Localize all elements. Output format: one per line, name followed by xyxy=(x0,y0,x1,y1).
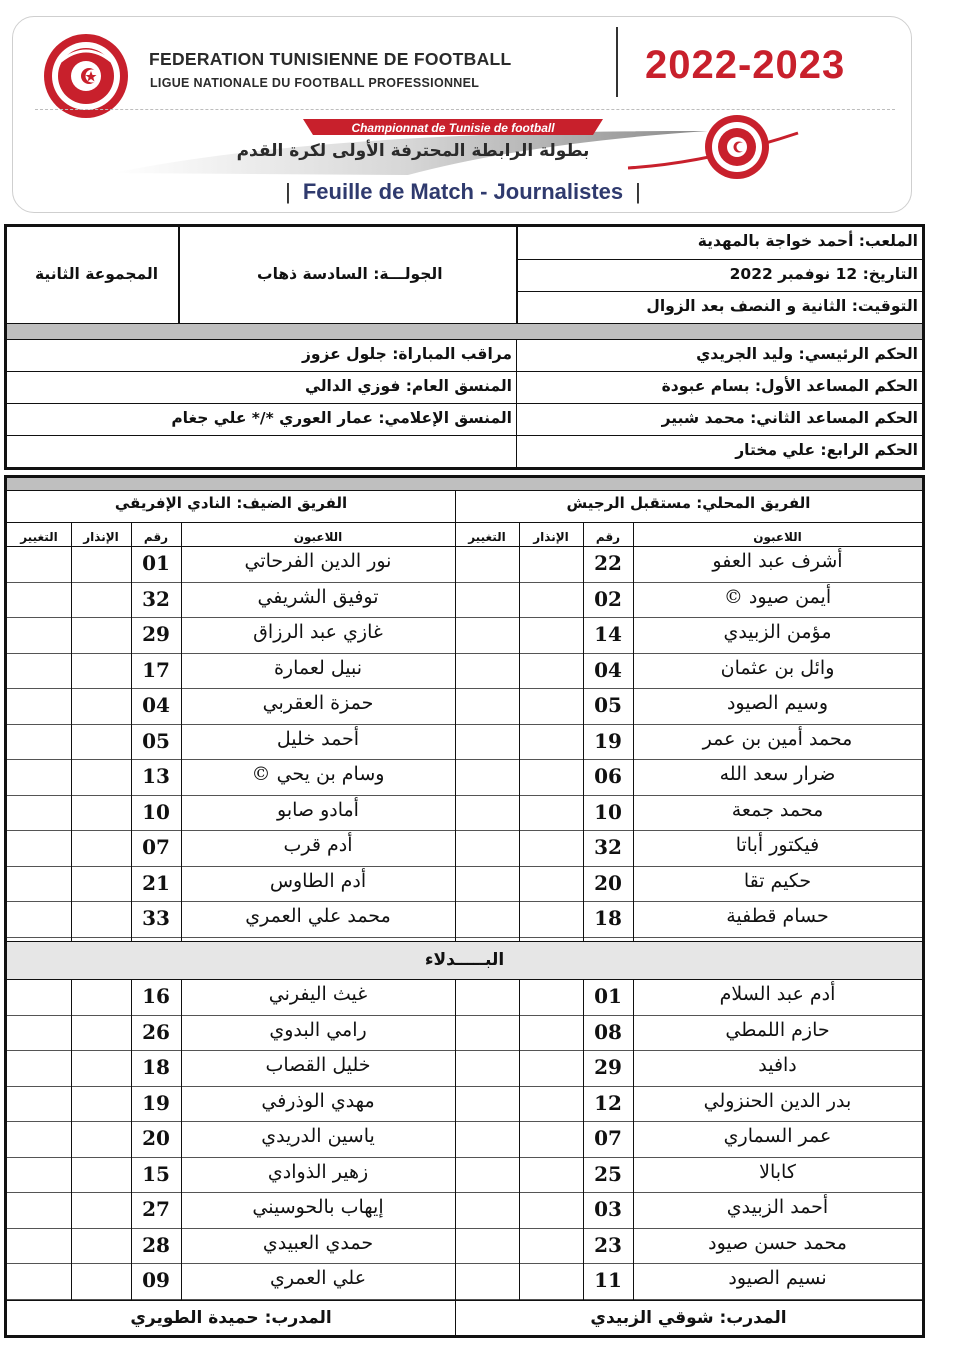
league-name: LIGUE NATIONALE DU FOOTBALL PROFESSIONNEL xyxy=(150,76,480,90)
away-starter-number: 29 xyxy=(142,622,170,646)
home-sub-number: 08 xyxy=(594,1019,622,1044)
info-hline-2 xyxy=(518,291,922,292)
header-card xyxy=(12,16,912,213)
away-sub-number: 09 xyxy=(142,1268,170,1292)
away-starter-number: 07 xyxy=(142,835,170,859)
away-starter-name: أمادو صابو xyxy=(277,798,359,821)
grid-line xyxy=(455,1300,456,1335)
federation-logo-icon xyxy=(41,31,131,121)
away-sub-number: 26 xyxy=(142,1019,170,1044)
grid-line xyxy=(519,522,520,941)
home-starter-number: 10 xyxy=(594,799,622,824)
stadium: الملعب: أحمد خواجة بالمهدية xyxy=(697,232,918,250)
federation-name: FEDERATION TUNISIENNE DE FOOTBALL xyxy=(149,49,512,69)
subs-title: البـــــدلاء xyxy=(424,950,505,970)
away-starter-name: وسام بن يحي © xyxy=(251,763,385,785)
info-hline-4 xyxy=(7,339,922,340)
away-starter-number: 10 xyxy=(142,799,170,824)
home-sub-name: محمد حسن صيود xyxy=(708,1231,847,1254)
grid-line xyxy=(7,759,922,760)
grid-line xyxy=(7,1015,922,1016)
assistant-referee-1: الحكم المساعد الأول: بسام عبودة xyxy=(661,377,918,395)
away-players-header: اللاعبون xyxy=(293,530,343,544)
championship-ar: بطولة الرابطة المحترفة الأولى لكرة القدم xyxy=(236,141,590,161)
info-hline-1 xyxy=(518,259,922,260)
dashed-divider xyxy=(35,109,895,110)
away-starter-name: حمزة العقربي xyxy=(262,692,374,714)
home-starter-name: حكيم تقا xyxy=(743,869,812,892)
home-sub-number: 23 xyxy=(594,1232,622,1257)
grid-line xyxy=(7,830,922,831)
media-coordinator: المنسق الإعلامي: عمار العوري */* علي جغام xyxy=(171,409,512,427)
grid-line xyxy=(7,1192,922,1193)
home-starter-name: وائل بن عثمان xyxy=(720,656,835,679)
grid-line xyxy=(7,546,922,547)
home-starter-number: 06 xyxy=(594,764,622,788)
home-sub-number: 01 xyxy=(594,984,622,1008)
grid-line xyxy=(7,490,922,491)
grid-line xyxy=(7,522,922,523)
info-hline-5 xyxy=(7,371,922,372)
home-team-title: الفريق المحلي: مستقبل الرجيش xyxy=(566,494,811,512)
home-starter-name: حسام قطفية xyxy=(726,905,829,927)
grid-line xyxy=(455,979,456,1300)
away-sub-name: خليل القصاب xyxy=(265,1054,371,1076)
home-starter-name: أشرف عبد العفو xyxy=(712,550,843,572)
grid-line xyxy=(7,1050,922,1051)
home-starter-number: 19 xyxy=(594,728,622,753)
away-sub-name: غيث اليفرني xyxy=(268,983,368,1005)
home-starter-number: 04 xyxy=(594,657,622,682)
group: المجموعة الثانية xyxy=(35,265,159,283)
home-number-header: رقم xyxy=(595,530,621,544)
fourth-official: الحكم الرابع: علي مختار xyxy=(735,441,918,459)
info-vline-2 xyxy=(516,227,518,323)
championship-fr: Championnat de Tunisie de football xyxy=(351,121,555,135)
info-gray-band xyxy=(7,324,922,339)
grid-line xyxy=(7,582,922,583)
season-label: 2022-2023 xyxy=(645,43,846,87)
away-starter-name: أدم قرب xyxy=(283,834,353,856)
home-starter-name: ضرار سعد الله xyxy=(719,763,836,785)
home-starter-name: فيكتور أباتا xyxy=(735,834,820,856)
away-starter-number: 05 xyxy=(142,728,170,753)
away-starter-number: 21 xyxy=(142,870,170,895)
grid-line xyxy=(7,1228,922,1229)
home-sub-number: 25 xyxy=(594,1161,622,1186)
grid-line xyxy=(7,617,922,618)
away-number-header: رقم xyxy=(143,530,169,544)
away-sub-name: زهير الذوادي xyxy=(267,1160,369,1183)
home-starter-number: 02 xyxy=(594,586,622,611)
home-sub-name: نسيم الصيود xyxy=(728,1267,827,1289)
kickoff-time: التوقيت: الثانية و النصف بعد الزوال xyxy=(646,297,918,315)
home-sub-name: حازم اللمطي xyxy=(725,1018,830,1041)
grid-line xyxy=(7,1121,922,1122)
home-starter-number: 32 xyxy=(594,835,622,859)
home-starter-number: 14 xyxy=(594,622,622,646)
match-observer: مراقب المباراة: جلول عزوز xyxy=(301,345,512,363)
away-sub-number: 27 xyxy=(142,1197,170,1221)
away-starter-number: 32 xyxy=(142,586,170,611)
away-sub-number: 16 xyxy=(142,984,170,1008)
home-sub-name: دافيد xyxy=(758,1054,797,1076)
home-starter-name: محمد جمعة xyxy=(731,798,824,821)
grid-line xyxy=(7,937,922,938)
away-sub-name: حمدي العبيدي xyxy=(262,1231,374,1254)
match-info-table xyxy=(4,224,925,470)
info-hline-7 xyxy=(7,435,922,436)
grid-line xyxy=(7,653,922,654)
away-sub-name: مهدي الوذرفي xyxy=(261,1089,375,1112)
home-starter-name: أيمن صيود © xyxy=(723,585,832,608)
away-sub-number: 28 xyxy=(142,1232,170,1257)
home-starter-number: 22 xyxy=(594,551,622,575)
home-starter-number: 20 xyxy=(594,870,622,895)
grid-line xyxy=(7,724,922,725)
home-sub-name: عمر السماري xyxy=(723,1125,832,1147)
grid-line xyxy=(7,1263,922,1264)
away-starter-name: توفيق الشريفي xyxy=(257,585,379,608)
grid-line xyxy=(7,688,922,689)
away-coach: المدرب: حميدة الطويري xyxy=(130,1308,332,1328)
assistant-referee-2: الحكم المساعد الثاني: محمد شبير xyxy=(661,409,918,427)
away-starter-name: نور الدين الفرحاتي xyxy=(244,550,392,572)
sheet-title: Feuille de Match - Journalistes xyxy=(302,179,624,204)
home-sub-number: 11 xyxy=(594,1268,622,1292)
away-warning-header: الإنذار xyxy=(83,530,119,544)
grid-line xyxy=(7,866,922,867)
header-divider xyxy=(616,27,618,97)
away-starter-number: 01 xyxy=(142,551,170,575)
general-coordinator: المنسق العام: فوزي الدالي xyxy=(305,377,512,395)
home-sub-name: بدر الدين الحنزولي xyxy=(703,1089,852,1112)
home-sub-number: 12 xyxy=(594,1090,622,1115)
home-sub-number: 29 xyxy=(594,1055,622,1079)
round: الجولـــة: السادسة ذهاب xyxy=(257,265,443,283)
home-change-header: التغيير xyxy=(468,530,506,544)
home-starter-number: 18 xyxy=(594,906,622,930)
away-sub-number: 18 xyxy=(142,1055,170,1079)
away-starter-name: أحمد خليل xyxy=(276,727,360,750)
away-starter-number: 33 xyxy=(142,906,170,930)
home-sub-number: 03 xyxy=(594,1197,622,1221)
home-sub-name: أحمد الزبيدي xyxy=(726,1196,829,1218)
referee: الحكم الرئيسي: وليد الجريدي xyxy=(696,345,918,363)
away-team-title: الفريق الضيف: النادي الإفريقي xyxy=(114,494,348,512)
home-starter-number: 05 xyxy=(594,693,622,717)
grid-line xyxy=(7,1157,922,1158)
grid-line xyxy=(7,979,922,980)
home-sub-name: كابالا xyxy=(759,1160,796,1183)
title-bar-left: | xyxy=(285,179,291,204)
grid-line xyxy=(7,1300,922,1301)
grid-line xyxy=(519,979,520,1300)
info-vline-1 xyxy=(178,227,180,323)
away-sub-number: 20 xyxy=(142,1126,170,1150)
info-hline-6 xyxy=(7,403,922,404)
grid-line xyxy=(7,901,922,902)
sheet-title-row xyxy=(213,179,713,205)
away-sub-name: رامي البدوي xyxy=(269,1018,367,1041)
away-starter-number: 17 xyxy=(142,657,170,682)
home-sub-name: أدم عبد السلام xyxy=(719,983,836,1005)
home-coach: المدرب: شوقي الزبيدي xyxy=(590,1308,787,1328)
grid-line xyxy=(455,490,456,522)
away-starter-number: 04 xyxy=(142,693,170,717)
grid-line xyxy=(7,795,922,796)
date: التاريخ: 12 نوفمبر 2022 xyxy=(729,265,918,283)
grid-line xyxy=(71,979,72,1300)
away-starter-name: محمد علي العمري xyxy=(245,905,391,927)
home-players-header: اللاعبون xyxy=(753,530,802,544)
teams-gray-band xyxy=(7,478,922,490)
league-logo-icon xyxy=(703,113,771,181)
grid-line xyxy=(7,941,922,942)
away-sub-name: ياسين الدريدي xyxy=(261,1125,375,1147)
away-sub-name: علي العمري xyxy=(269,1267,367,1289)
home-warning-header: الإنذار xyxy=(533,530,569,544)
grid-line xyxy=(455,522,456,941)
away-change-header: التغيير xyxy=(20,530,58,544)
home-starter-name: وسيم الصيود xyxy=(726,692,829,714)
grid-line xyxy=(71,522,72,941)
away-sub-number: 19 xyxy=(142,1090,170,1115)
home-sub-number: 07 xyxy=(594,1126,622,1150)
teams-table xyxy=(4,475,925,1338)
away-starter-name: نبيل لعمارة xyxy=(273,656,363,679)
home-starter-name: محمد أمين بن عمر xyxy=(702,727,853,750)
away-starter-name: أدم الطاوس xyxy=(269,869,367,892)
away-starter-number: 13 xyxy=(142,764,170,788)
home-starter-name: مؤمن الزبيدي xyxy=(723,621,832,643)
title-bar-right: | xyxy=(635,179,641,204)
away-starter-name: غازي عبد الرزاق xyxy=(253,621,383,643)
grid-line xyxy=(7,1086,922,1087)
away-sub-number: 15 xyxy=(142,1161,170,1186)
away-sub-name: إيهاب بالحوسيني xyxy=(252,1196,384,1218)
